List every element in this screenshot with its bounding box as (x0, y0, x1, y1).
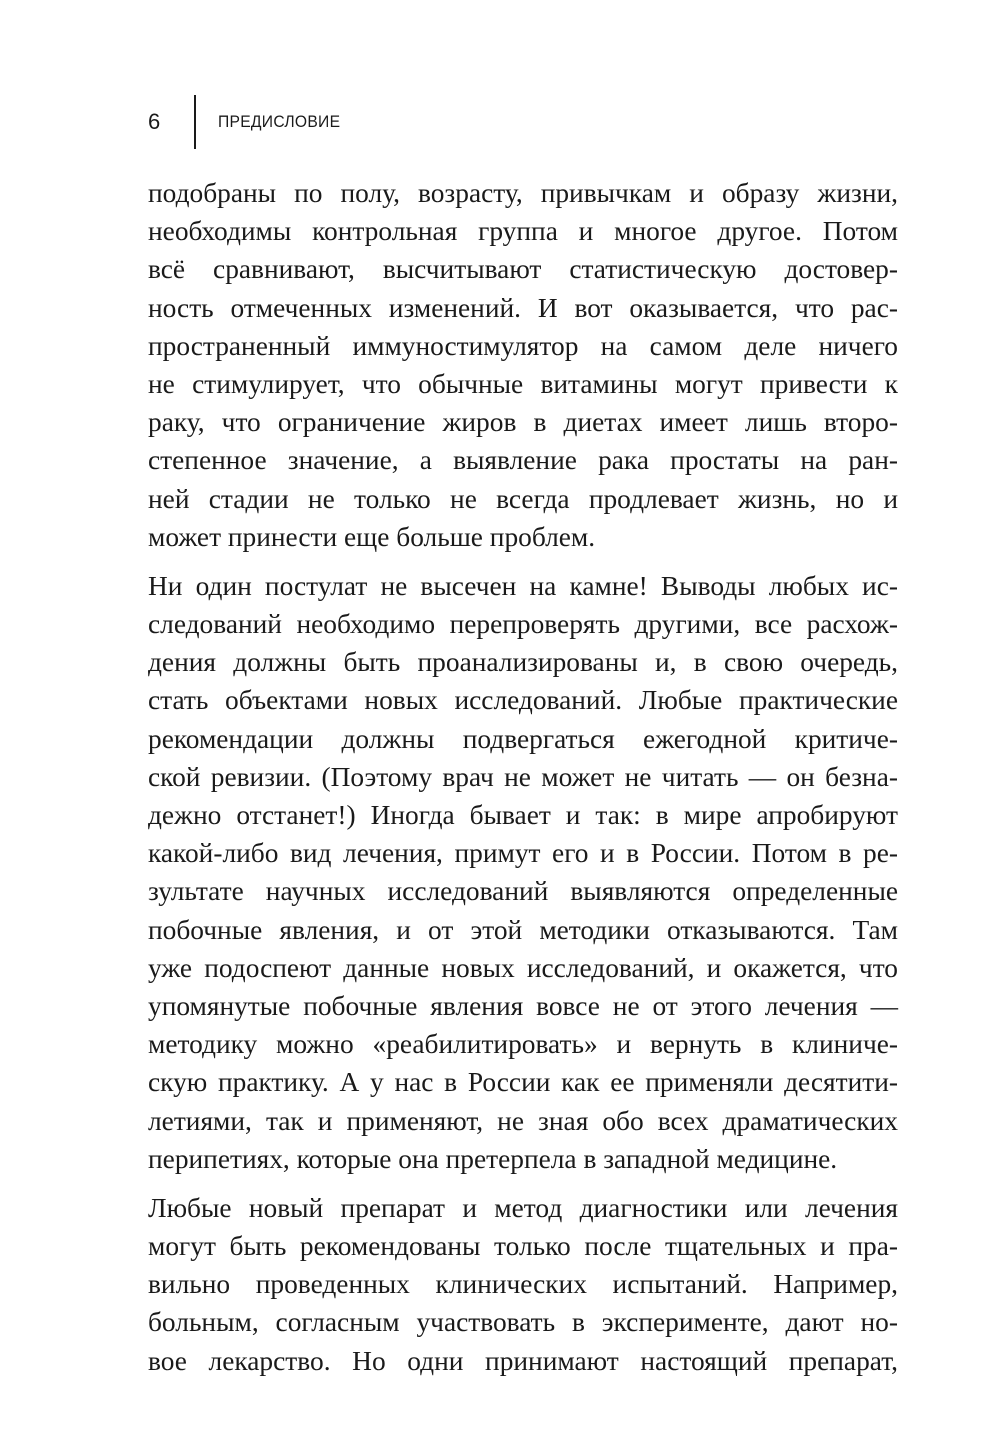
text-line: ней стадии не только не всегда продлевает жизнь, но и (148, 483, 898, 514)
text-line: дежно отстанет!) Иногда бывает и так: в мире апробируют (148, 800, 898, 830)
text-line: не стимулирует, что обычные витамины могут привести к (148, 368, 898, 399)
text-line: стать объектами новых исследований. Любые практические (148, 685, 898, 716)
text-line: Любые новый препарат и метод диагностики или лечения (148, 1192, 898, 1223)
header-divider (194, 95, 196, 149)
text-line: перипетиях, которые она претерпела в западной медицине. (148, 1143, 838, 1174)
text-line: зультате научных исследований выявляются определенные (148, 876, 898, 907)
paragraph-3 (148, 1189, 898, 1380)
text-line: летиями, так и применяют, не зная обо всех драматических (148, 1105, 898, 1136)
text-line: упомянутые побочные явления вовсе не от этого лечения — (148, 990, 898, 1021)
paragraph-2 (148, 567, 898, 1178)
text-line: больным, согласным участвовать в эксперименте, дают но- (148, 1307, 898, 1338)
text-line: раку, что ограничение жиров в диетах имеет лишь второ- (148, 407, 898, 438)
text-line: всё сравнивают, высчитывают статистическую достовер- (148, 254, 898, 285)
text-line: пространенный иммуностимулятор на самом деле ничего (148, 330, 898, 361)
text-line: дения должны быть проанализированы и, в свою очередь, (148, 647, 898, 678)
text-line: необходимы контрольная группа и многое другое. Потом (148, 216, 898, 247)
text-line: методику можно «реабилитировать» и вернуть в клиниче- (148, 1029, 898, 1060)
text-line: скую практику. А у нас в России как ее применяли десятити- (148, 1067, 898, 1098)
text-line: ность отмеченных изменений. И вот оказывается, что рас- (148, 292, 898, 323)
text-line: степенное значение, а выявление рака простаты на ран- (148, 445, 898, 476)
paragraph-1 (148, 174, 898, 556)
text-line: вильно проведенных клинических испытаний. Например, (148, 1269, 898, 1300)
text-line: подобраны по полу, возрасту, привычкам и образу жизни, (148, 178, 898, 208)
text-line: какой-либо вид лечения, примут его и в России. Потом в ре- (148, 838, 898, 869)
text-line: уже подоспеют данные новых исследований, и окажется, что (148, 952, 898, 983)
text-line: ской ревизии. (Поэтому врач не может не читать — он безна- (148, 761, 898, 792)
text-line: могут быть рекомендованы только после тщательных и пра- (148, 1231, 898, 1262)
page-number: 6 (148, 109, 161, 134)
text-line: побочные явления, и от этой методики отказываются. Там (148, 914, 898, 945)
text-line: вое лекарство. Но одни принимают настоящий препарат, (148, 1345, 898, 1376)
text-line: может принести еще больше проблем. (148, 521, 596, 552)
body-text (148, 174, 898, 1380)
section-title: ПРЕДИСЛОВИЕ (218, 112, 341, 131)
text-line: Ни один постулат не высечен на камне! Выводы любых ис- (148, 570, 898, 601)
running-header (148, 95, 351, 149)
text-line: следований необходимо перепроверять другими, все расхож- (148, 609, 898, 640)
text-line: рекомендации должны подвергаться ежегодной критиче- (148, 723, 898, 754)
